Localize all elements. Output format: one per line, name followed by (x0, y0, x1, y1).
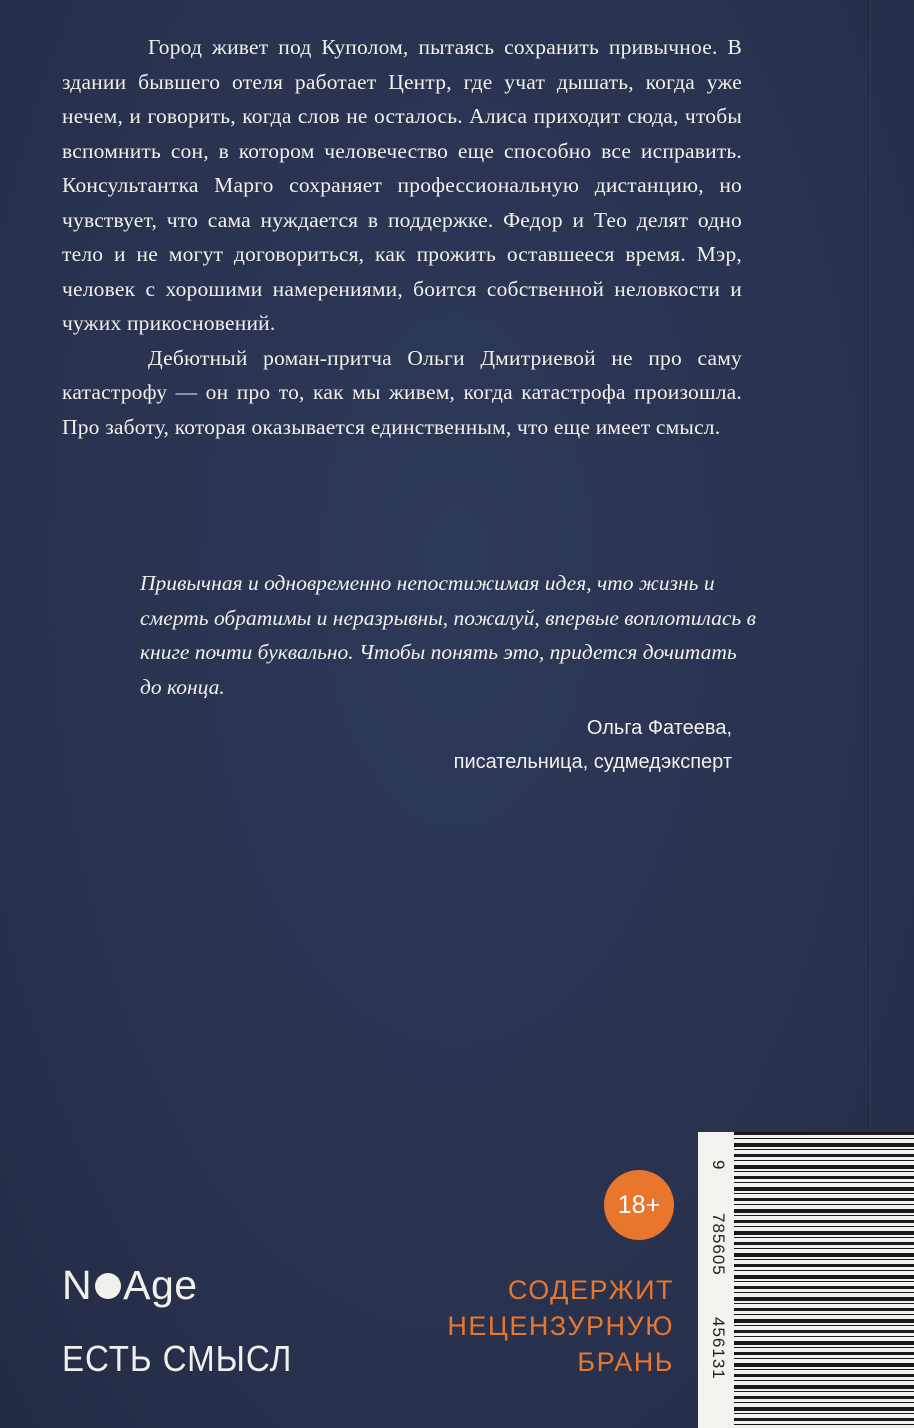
quote-attribution (454, 711, 732, 779)
logo-dot-icon (95, 1273, 121, 1299)
warning-line-2: НЕЦЕНЗУРНУЮ (447, 1311, 674, 1341)
warning-line-3: БРАНЬ (577, 1347, 674, 1377)
age-rating-badge: 18+ (604, 1170, 674, 1240)
review-quote (140, 566, 760, 704)
warning-line-1: СОДЕРЖИТ (507, 1275, 674, 1305)
quote-author-role: писательница, судмедэксперт (453, 751, 732, 773)
blurb-paragraph-2: Дебютный роман-притча Ольги Дмитриевой не про саму катастрофу — он про то, как мы живем, когда катастрофа произошла. Про заботу, которая оказывается единственным, что еще имеет смысл. (62, 345, 742, 439)
publisher-logo (62, 1262, 198, 1309)
barcode-digits (700, 1160, 728, 1380)
blurb-paragraph-1: Город живет под Куполом, пытаясь сохранить привычное. В здании бывшего отеля работает Центр, где учат дышать, когда уже нечем, и говорить, когда слов не осталось. Алиса приходит сюда, чтобы вспомнить сон, в котором человечество еще способно все исправить. Консультантка Марго сохраняет профессиональную дистанцию, но чувствует, что сама нуждается в поддержке. Федор и Тео делят одно тело и не могут договориться, как прожить оставшееся время. Мэр, человек с хорошими намерениями, боится собственной неловкости и чужих прикосновений. (62, 35, 742, 335)
quote-author: Ольга Фатеева, (586, 717, 732, 739)
logo-word-age: Age (123, 1262, 198, 1308)
logo-letter-n: N (62, 1262, 93, 1308)
series-name: ЕСТЬ СМЫСЛ (62, 1338, 293, 1379)
blurb (62, 30, 742, 444)
quote-text: Привычная и одновременно непостижимая идея, что жизнь и смерть обратимы и неразрывны, пожалуй, впервые воплотилась в книге почти буквально. Чтобы понять это, придется дочитать до конца. (140, 571, 756, 699)
barcode-digits-part-1: 9 (709, 1160, 728, 1171)
barcode-digits-part-2: 785605 (709, 1212, 728, 1276)
barcode-bars-icon (734, 1132, 914, 1428)
content-warning (447, 1272, 674, 1380)
barcode-digits-part-3: 456131 (709, 1317, 728, 1380)
